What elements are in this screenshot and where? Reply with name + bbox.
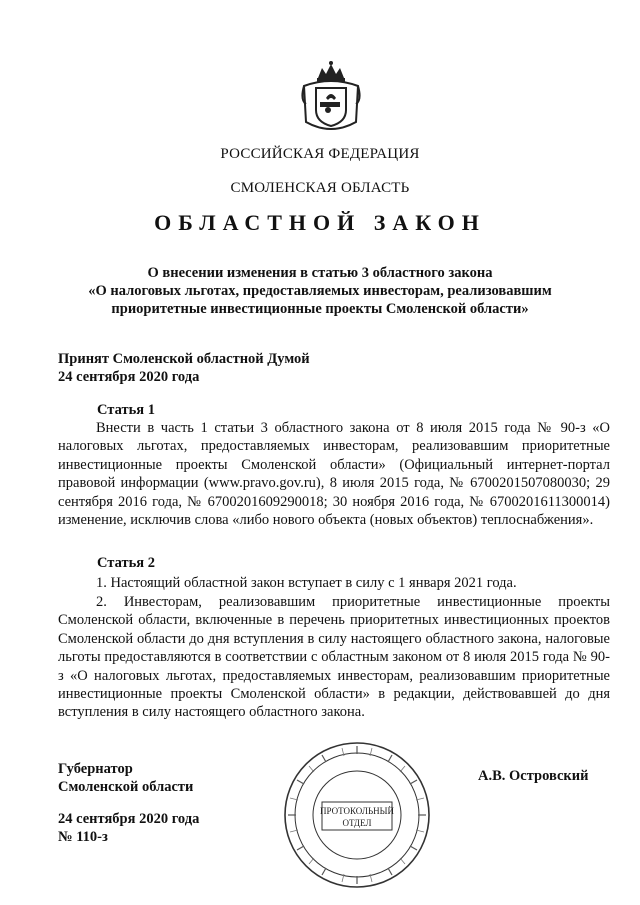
country-name: РОССИЙСКАЯ ФЕДЕРАЦИЯ xyxy=(220,146,420,162)
region-name: СМОЛЕНСКАЯ ОБЛАСТЬ xyxy=(230,180,410,196)
stamp-text: ОТДЕЛ xyxy=(342,818,372,828)
signing-info xyxy=(58,810,199,846)
signatory-name: А.В. Островский xyxy=(478,768,589,784)
signatory-title xyxy=(58,760,193,796)
smolensk-coat-of-arms-icon xyxy=(300,60,362,136)
signatory-title-line: Губернатор xyxy=(58,761,133,777)
article-1-heading: Статья 1 xyxy=(97,402,155,418)
law-number: № 110-з xyxy=(58,829,108,845)
article-2-paragraph-1: 1. Настоящий областной закон вступает в силу с 1 января 2021 года. xyxy=(96,575,517,591)
stamp-text: ПРОТОКОЛЬНЫЙ xyxy=(320,806,394,816)
law-subject-line: приоритетные инвестиционные проекты Смоленской области» xyxy=(111,301,529,317)
adoption-date: 24 сентября 2020 года xyxy=(58,369,200,385)
signatory-title-line: Смоленской области xyxy=(58,779,194,795)
official-stamp-icon xyxy=(282,740,432,890)
law-subject-line: «О налоговых льготах, предоставляемых инвесторам, реализовавшим xyxy=(88,283,552,299)
article-1-paragraph: Внести в часть 1 статьи 3 областного закона от 8 июля 2015 года № 90-з «О налоговых льготах, предоставляемых инвесторам, реализовавшим приоритетные инвестиционные проекты Смоленской области» (Официальный интернет-портал правовой информации (www.pravo.gov.ru), 8 июля 2015 года, № 6700201507080030; 29 сентября 2016 года, № 6700201609290018; 30 ноября 2016 года, № 6700201611300014) изменение, исключив слова «либо нового объекта (новых объектов) теплоснабжения». xyxy=(58,420,610,529)
law-subject xyxy=(0,264,640,318)
article-2-heading: Статья 2 xyxy=(97,555,155,571)
article-2-paragraph-2: 2. Инвесторам, реализовавшим приоритетные инвестиционные проекты Смоленской области, включенные в перечень приоритетных инвестиционных проектов Смоленской области до дня вступления в силу настоящего областного закона, налоговые льготы предоставляются в соответствии с областным законом от 8 июля 2015 года № 90-з «О налоговых льготах, предоставляемых инвесторам, реализовавшим приоритетные инвестиционные проекты Смоленской области» в редакции, действовавшей до дня вступления в силу настоящего областного закона. xyxy=(58,594,610,721)
adoption-body: Принят Смоленской областной Думой xyxy=(58,351,310,367)
document-type-title: ОБЛАСТНОЙ ЗАКОН xyxy=(154,210,486,235)
signing-date: 24 сентября 2020 года xyxy=(58,811,200,827)
law-subject-line: О внесении изменения в статью 3 областного закона xyxy=(147,265,493,281)
adoption-info xyxy=(58,350,310,386)
